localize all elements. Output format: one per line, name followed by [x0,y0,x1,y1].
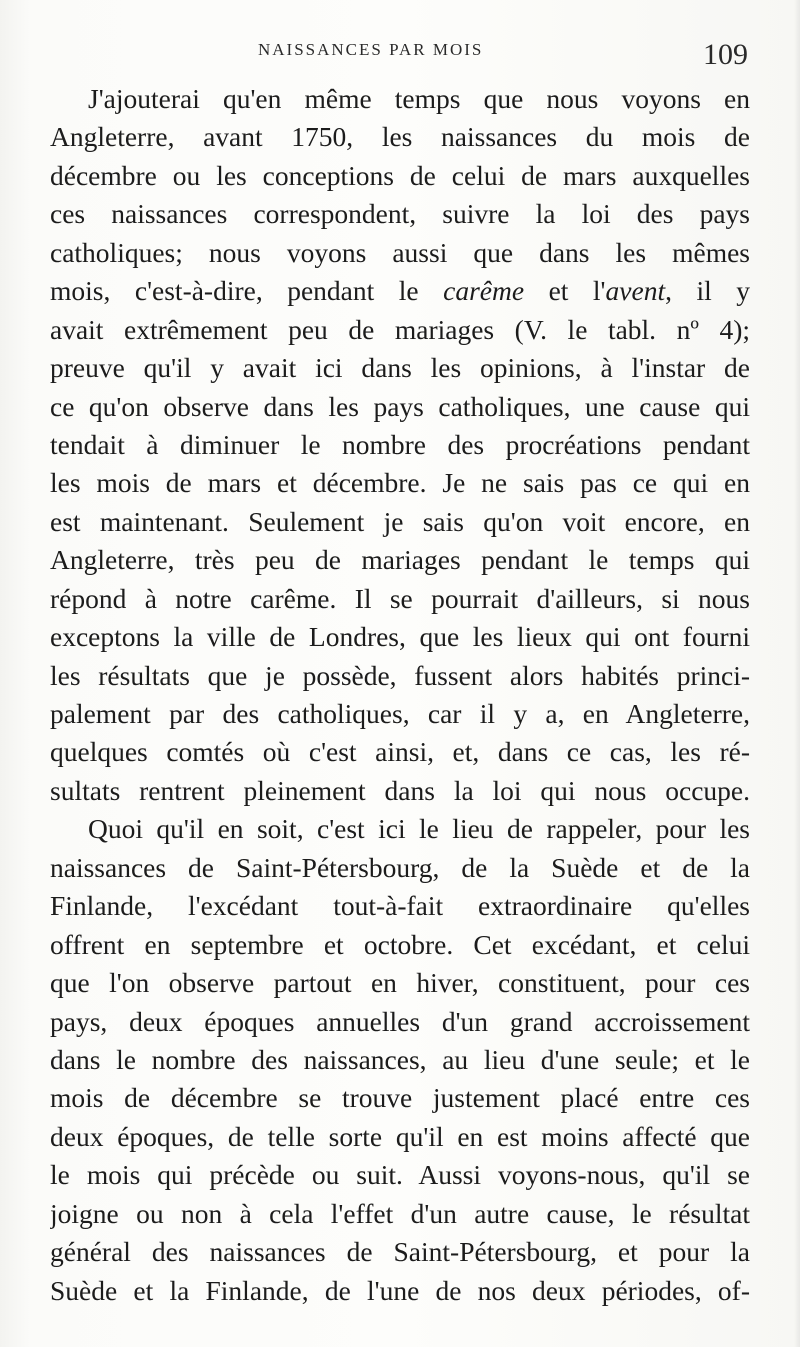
text-line: ces naissances correspondent, suivre la loi des pays [50,198,750,230]
text-line: général des naissances de Saint-Pétersbourg, et pour la [50,1236,750,1268]
text-segment: et [548,275,569,307]
text-line: naissances de Saint-Pétersbourg, de la Suède et de la [50,851,750,883]
text-segment: mois, c'est-à-dire, pendant le [50,275,419,307]
text-line-with-italics: mois, c'est-à-dire, pendant le carême et l'avent, il y [50,275,750,307]
text-line: Angleterre, très peu de mariages pendant le temps qui [50,544,750,576]
text-segment: , il y [665,275,750,307]
text-line: répond à notre carême. Il se pourrait d'ailleurs, si nous [50,582,750,614]
text-line: Quoi qu'il en soit, c'est ici le lieu de rappeler, pour les [88,813,750,845]
text-line: décembre ou les conceptions de celui de mars auxquelles [50,159,750,191]
text-line: preuve qu'il y avait ici dans les opinions, à l'instar de [50,352,750,384]
text-line: pays, deux époques annuelles d'un grand accroissement [50,1005,750,1037]
running-title: NAISSANCES PAR MOIS [258,40,484,59]
page-edge-shadow [794,0,800,1347]
text-line: joigne ou non à cela l'effet d'un autre cause, le résultat [50,1197,750,1229]
text-line: quelques comtés où c'est ainsi, et, dans ce cas, les ré- [50,736,750,768]
page-number: 109 [703,38,748,71]
text-line: tendait à diminuer le nombre des procréations pendant [50,428,750,460]
text-line: Angleterre, avant 1750, les naissances du mois de [50,121,750,153]
text-line: mois de décembre se trouve justement placé entre ces [50,1082,750,1114]
text-line: Finlande, l'excédant tout-à-fait extraordinaire qu'elles [50,890,750,922]
text-line: les mois de mars et décembre. Je ne sais pas ce qui en [50,467,750,499]
italic-word-avent: avent [605,275,666,307]
text-line: est maintenant. Seulement je sais qu'on voit encore, en [50,505,750,537]
text-line: avait extrêmement peu de mariages (V. le tabl. nº 4); [50,313,750,345]
text-line: sultats rentrent pleinement dans la loi qui nous occupe. [50,774,750,806]
text-line: dans le nombre des naissances, au lieu d'une seule; et le [50,1043,750,1075]
text-line: Suède et la Finlande, de l'une de nos deux périodes, of- [50,1274,750,1306]
body-text [50,80,750,1310]
text-line: deux époques, de telle sorte qu'il en est moins affecté que [50,1120,750,1152]
text-line: offrent en septembre et octobre. Cet excédant, et celui [50,928,750,960]
text-line: J'ajouterai qu'en même temps que nous voyons en [88,83,750,114]
text-line: palement par des catholiques, car il y a, en Angleterre, [50,698,750,729]
italic-word-careme: carême [443,275,525,307]
text-line: exceptons la ville de Londres, que les lieux qui ont fourni [50,621,750,653]
text-line: que l'on observe partout en hiver, constituent, pour ces [50,967,750,999]
text-line: les résultats que je possède, fussent alors habités princi- [50,659,750,691]
text-line: ce qu'on observe dans les pays catholiques, une cause qui [50,390,750,422]
text-line: le mois qui précède ou suit. Aussi voyons-nous, qu'il se [50,1159,750,1191]
text-line: catholiques; nous voyons aussi que dans les mêmes [50,236,750,268]
